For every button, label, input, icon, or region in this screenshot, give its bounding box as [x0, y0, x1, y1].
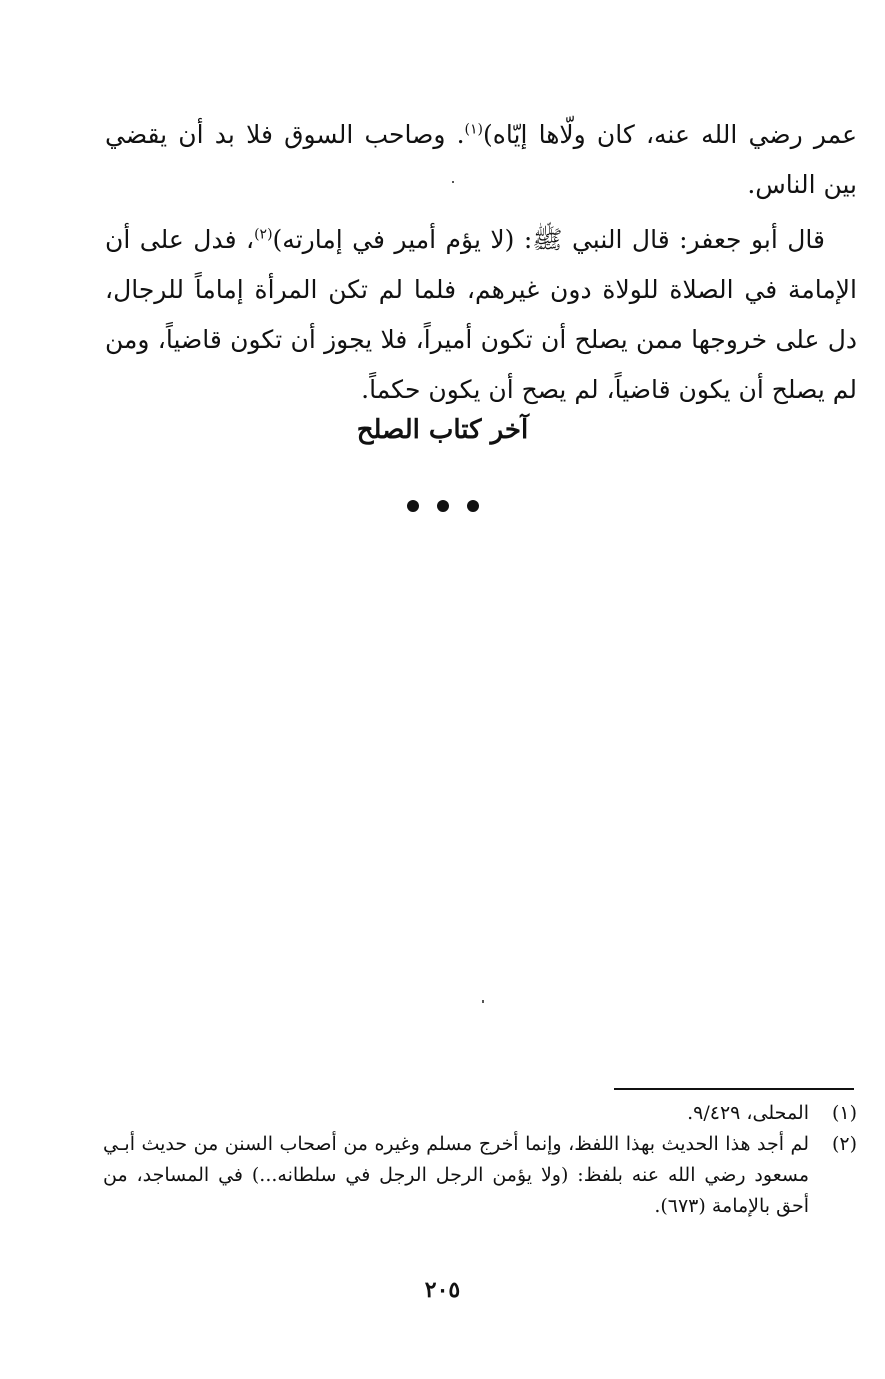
paragraph-2-text-b: ، فدل على أن الإمامة في الصلاة للولاة دون غيرهم، فلما لم تكن المرأة إماماً للرجال، دل على خروجها ممن يصلح أن تكون أميراً، فلا يجوز أن تكون قاضياً، ومن لم يصلح أن يكون قاضياً، لم يصح أن يكون حكماً.	[105, 225, 857, 404]
footnote-1	[103, 1098, 857, 1129]
footnotes	[103, 1098, 857, 1222]
page-number: ٢٠٥	[424, 1277, 461, 1303]
paragraph-2-text-a: قال أبو جعفر: قال النبي ﷺ: (لا يؤم أمير في إمارته)	[272, 225, 825, 254]
footnote-ref-2: (٢)	[254, 226, 273, 243]
print-speck	[482, 1000, 484, 1003]
footnote-text: المحلى، ٩/٤٢٩.	[687, 1102, 809, 1124]
chapter-end-heading: آخر كتاب الصلح	[356, 415, 529, 445]
divider-dot	[437, 500, 449, 512]
divider-dot	[467, 500, 479, 512]
body-paragraph-2	[105, 215, 857, 415]
paragraph-1-text-b: . وصاحب السوق فلا بد أن يقضي بين الناس.	[105, 120, 857, 199]
body-paragraph-1	[105, 110, 857, 210]
footnote-text: لم أجد هذا الحديث بهذا اللفظ، وإنما أخرج مسلم وغيره من أصحاب السنن من حديث أبـي مسعود رضي الله عنه بلفظ: (ولا يؤمن الرجل الرجل في سلطانه...) في المساجد، من أحق بالإمامة (٦٧٣).	[103, 1133, 809, 1217]
footnote-ref-1: (١)	[464, 121, 484, 138]
print-speck	[452, 181, 454, 183]
paragraph-1-text-a: عمر رضي الله عنه، كان ولّاها إيّاه)	[483, 120, 857, 149]
section-divider	[0, 500, 885, 512]
footnote-separator	[614, 1088, 854, 1090]
footnote-number: (٢)	[831, 1133, 857, 1155]
divider-dot	[407, 500, 419, 512]
footnote-number: (١)	[831, 1102, 857, 1124]
footnote-2	[103, 1129, 857, 1222]
